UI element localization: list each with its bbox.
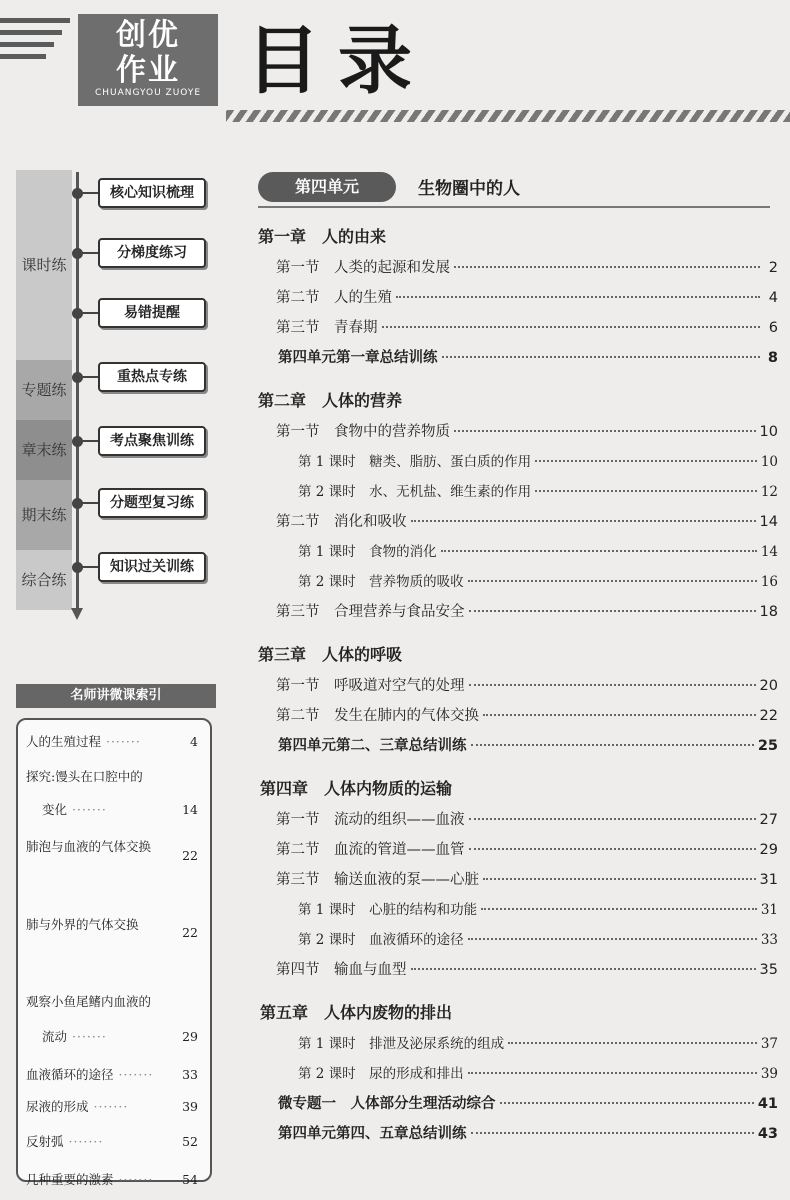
- toc-page: 22: [759, 708, 778, 724]
- index-title: 名师讲微课索引: [16, 684, 216, 708]
- toc-entry: [258, 420, 778, 441]
- flow-link: [82, 440, 98, 442]
- toc-label: 第三节 输送血液的泵——心脏: [276, 872, 479, 888]
- toc-chapter: [258, 388, 778, 411]
- toc-entry: [258, 1032, 778, 1052]
- index-item-page: 4: [190, 734, 198, 749]
- index-item-page: 54: [182, 1171, 198, 1187]
- toc-entry: [258, 1092, 778, 1113]
- index-item-text: 肺泡与血液的气体交换: [26, 839, 152, 854]
- brand-line2: 作业: [116, 53, 180, 88]
- toc-chapter: [258, 642, 778, 665]
- toc-leader: [481, 908, 757, 910]
- toc-page: 2: [768, 260, 778, 276]
- toc-label: 第二节 人的生殖: [276, 290, 392, 306]
- index-item: [26, 913, 202, 937]
- toc-label: 第二节 血流的管道——血管: [276, 842, 465, 858]
- index-leader: ·······: [88, 1099, 129, 1114]
- toc-entry: [258, 898, 778, 918]
- toc-page: 20: [759, 678, 778, 694]
- flow-box: 核心知识梳理: [98, 178, 206, 208]
- flow-box: 易错提醒: [98, 298, 206, 328]
- header-stripe: [226, 110, 790, 122]
- toc-page: 31: [759, 872, 778, 888]
- index-item: [42, 1025, 202, 1049]
- index-item-text: 血液循环的途径: [26, 1066, 114, 1082]
- toc-page: 10: [760, 454, 778, 470]
- flow-link: [82, 566, 98, 568]
- flow-segment: 综合练: [16, 550, 72, 610]
- toc-entry: [258, 600, 778, 621]
- unit-header: [258, 172, 770, 206]
- toc-leader: [471, 744, 754, 746]
- toc-entry: [258, 1122, 778, 1143]
- toc-label: 第四单元第一章总结训练: [278, 350, 438, 366]
- index-item-page: 29: [182, 1029, 198, 1044]
- toc-entry: [258, 928, 778, 948]
- flow-box: 分题型复习练: [98, 488, 206, 518]
- toc-chapter: [258, 224, 778, 247]
- index-item-text: 尿液的形成: [26, 1099, 89, 1114]
- flow-link: [82, 252, 98, 254]
- toc-entry: [258, 540, 778, 560]
- flow-box: 考点聚焦训练: [98, 426, 206, 456]
- index-item: [26, 835, 202, 859]
- toc-label: 第 1 课时 排泄及泌尿系统的组成: [298, 1036, 505, 1052]
- index-item-page: 22: [182, 925, 198, 940]
- toc-entry: [258, 316, 778, 337]
- toc-page: 33: [760, 932, 778, 948]
- index-item: [26, 1168, 202, 1192]
- unit-label: 第四单元: [258, 172, 396, 202]
- toc-leader: [469, 684, 756, 686]
- toc-label: 第一节 呼吸道对空气的处理: [276, 678, 465, 694]
- index-leader: ·······: [101, 734, 141, 749]
- index-item-page: 52: [182, 1134, 198, 1149]
- index-item: [26, 990, 202, 1014]
- toc-page: 12: [760, 484, 778, 500]
- toc-label: 第一章 人的由来: [258, 227, 387, 246]
- toc-entry: [258, 734, 778, 755]
- brand-logo: [78, 14, 218, 106]
- toc-label: 第 2 课时 尿的形成和排出: [298, 1066, 464, 1082]
- toc-page: 37: [760, 1036, 778, 1052]
- flow-box: 分梯度练习: [98, 238, 206, 268]
- toc-label: 第一节 人类的起源和发展: [276, 260, 450, 276]
- toc-label: 第一节 食物中的营养物质: [276, 424, 450, 440]
- toc-leader: [396, 296, 760, 298]
- toc-page: 16: [760, 574, 778, 590]
- toc-entry: [258, 838, 778, 859]
- toc-page: 6: [768, 320, 778, 336]
- toc-page: 4: [768, 290, 778, 306]
- brand-line1: 创优: [116, 18, 180, 53]
- toc-entry: [258, 286, 778, 307]
- flow-arrow-icon: [71, 608, 83, 620]
- flow-link: [82, 192, 98, 194]
- flow-axis: [76, 172, 79, 612]
- flow-link: [82, 502, 98, 504]
- flow-link: [82, 376, 98, 378]
- toc-leader: [468, 938, 757, 940]
- toc-leader: [468, 1072, 757, 1074]
- flow-segment: 课时练: [16, 170, 72, 360]
- toc-label: 第 1 课时 食物的消化: [298, 544, 437, 560]
- index-leader: ·······: [67, 1029, 107, 1044]
- toc-label: 第四章 人体内物质的运输: [260, 779, 453, 798]
- toc-entry: [258, 704, 778, 725]
- index-item: [26, 1095, 202, 1119]
- toc-leader: [483, 714, 756, 716]
- toc-leader: [411, 968, 756, 970]
- index-item: [26, 1063, 202, 1087]
- toc-page: 25: [757, 738, 778, 754]
- toc-chapter: [258, 1000, 778, 1023]
- flow-link: [82, 312, 98, 314]
- index-item-text: 肺与外界的气体交换: [26, 916, 139, 932]
- toc-leader: [508, 1042, 757, 1044]
- index-item-text: 反射弧: [26, 1134, 64, 1149]
- toc-page: 39: [760, 1066, 778, 1082]
- index-item-text: 探究:馒头在口腔中的: [26, 769, 143, 784]
- toc-label: 第二节 消化和吸收: [276, 514, 407, 530]
- index-item-page: 39: [182, 1099, 198, 1114]
- toc-page: 8: [767, 350, 778, 366]
- toc-label: 第五章 人体内废物的排出: [260, 1003, 453, 1022]
- micro-lesson-index: [16, 718, 212, 1187]
- toc-page: 41: [757, 1096, 778, 1112]
- toc-entry: [258, 958, 778, 979]
- toc-leader: [441, 550, 757, 552]
- brand-pinyin: CHUANGYOU ZUOYE: [94, 88, 202, 98]
- toc-page: 43: [757, 1126, 778, 1142]
- toc-entry: [258, 256, 778, 277]
- page-title: 目录: [246, 18, 430, 104]
- flow-box: 重热点专练: [98, 362, 206, 392]
- index-item-page: 33: [182, 1066, 198, 1082]
- toc-leader: [469, 818, 756, 820]
- toc-label: 第四单元第四、五章总结训练: [278, 1126, 467, 1142]
- toc-leader: [454, 266, 760, 268]
- toc-label: 第一节 流动的组织——血液: [276, 812, 465, 828]
- index-item: [42, 798, 202, 822]
- unit-name: 生物圈中的人: [418, 179, 520, 199]
- toc-leader: [468, 580, 757, 582]
- toc-label: 第二章 人体的营养: [258, 391, 403, 410]
- index-item: [26, 730, 202, 754]
- index-item-text: 观察小鱼尾鳍内血液的: [26, 994, 152, 1009]
- toc-label: 第二节 发生在肺内的气体交换: [276, 708, 479, 724]
- index-item-text: 人的生殖过程: [26, 734, 102, 749]
- index-leader: ·······: [67, 801, 107, 817]
- toc-leader: [471, 1132, 754, 1134]
- index-item-page: 14: [182, 801, 198, 817]
- toc-page: 10: [759, 424, 778, 440]
- toc-label: 第 2 课时 血液循环的途径: [298, 932, 464, 948]
- toc-page: 27: [759, 812, 778, 828]
- toc-label: 第 2 课时 水、无机盐、维生素的作用: [298, 484, 532, 500]
- header-decor-lines: [0, 18, 70, 66]
- flow-segment: 章末练: [16, 420, 72, 480]
- toc-entry: [258, 1062, 778, 1082]
- toc-page: 29: [759, 842, 778, 858]
- toc-entry: [258, 868, 778, 889]
- flow-segment: 期末练: [16, 480, 72, 550]
- toc-leader: [442, 356, 761, 358]
- toc-leader: [469, 610, 756, 612]
- toc-leader: [483, 878, 756, 880]
- toc-leader: [411, 520, 756, 522]
- index-item-page: 22: [182, 847, 198, 863]
- toc-label: 第四单元第二、三章总结训练: [278, 738, 467, 754]
- toc-entry: [258, 450, 778, 470]
- toc-page: 14: [759, 514, 778, 530]
- toc-chapter: [258, 776, 778, 799]
- unit-divider: [258, 206, 770, 208]
- toc-entry: [258, 480, 778, 500]
- toc-page: 18: [759, 604, 778, 620]
- toc-leader: [535, 490, 757, 492]
- toc-page: 31: [760, 902, 778, 918]
- index-item-text: 几种重要的激素: [26, 1171, 114, 1187]
- toc-entry: [258, 808, 778, 829]
- toc-label: 第三节 青春期: [276, 320, 378, 336]
- toc-label: 第四节 输血与血型: [276, 962, 407, 978]
- index-leader: ·······: [113, 1171, 154, 1187]
- index-item: [26, 765, 202, 789]
- toc-leader: [382, 326, 761, 328]
- index-item-text: 流动: [42, 1029, 68, 1044]
- index-leader: ·······: [63, 1134, 104, 1149]
- index-item: [26, 1130, 202, 1154]
- toc-entry: [258, 510, 778, 531]
- toc-label: 第 1 课时 心脏的结构和功能: [298, 902, 478, 918]
- toc-entry: [258, 346, 778, 367]
- toc-label: 第 1 课时 糖类、脂肪、蛋白质的作用: [298, 454, 532, 470]
- practice-flow-bar: [16, 170, 72, 610]
- toc-entry: [258, 674, 778, 695]
- toc-label: 微专题一 人体部分生理活动综合: [278, 1096, 496, 1112]
- toc-leader: [454, 430, 756, 432]
- index-leader: ·······: [113, 1066, 154, 1082]
- flow-box: 知识过关训练: [98, 552, 206, 582]
- toc-page: 14: [760, 544, 778, 560]
- flow-segment: 专题练: [16, 360, 72, 420]
- toc-label: 第三章 人体的呼吸: [258, 645, 403, 664]
- toc-leader: [535, 460, 757, 462]
- toc-entry: [258, 570, 778, 590]
- toc-label: 第 2 课时 营养物质的吸收: [298, 574, 464, 590]
- toc-label: 第三节 合理营养与食品安全: [276, 604, 465, 620]
- toc-leader: [469, 848, 756, 850]
- index-item-text: 变化: [42, 801, 68, 817]
- toc-leader: [500, 1102, 754, 1104]
- toc-page: 35: [759, 962, 778, 978]
